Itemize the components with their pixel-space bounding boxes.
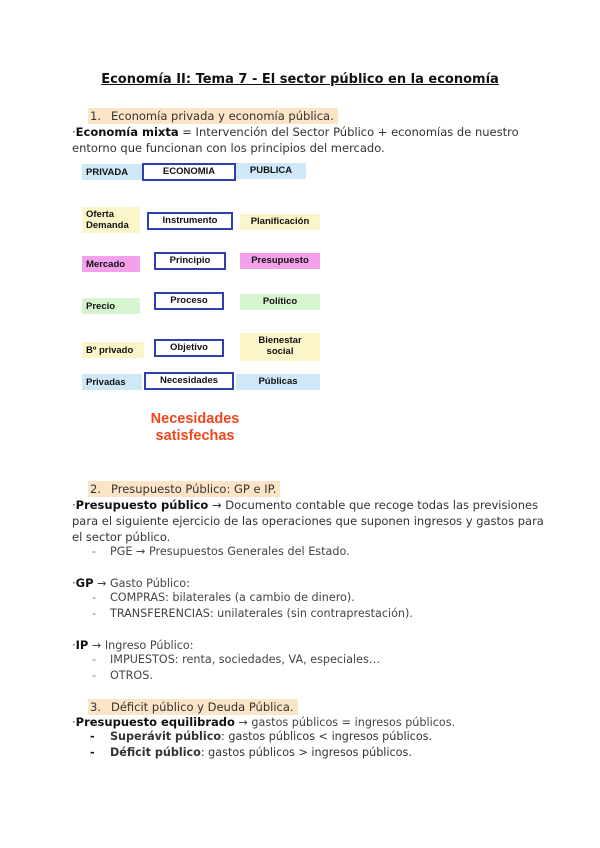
ip-item-2-text: OTROS. (110, 669, 153, 682)
ip-item-2 (92, 669, 153, 682)
ip-term: IP (75, 638, 89, 652)
section-3-title: Déficit público y Deuda Pública. (110, 700, 294, 714)
gp-term: GP (75, 576, 94, 590)
bullet: · (72, 498, 76, 512)
diagram-row-1-public: Planificación (240, 214, 320, 230)
public-budget-def-3: el sector público. (72, 530, 171, 544)
diagram-row-2-private: Mercado (82, 256, 140, 272)
section-3-number: 3. (90, 700, 101, 714)
section-2-number: 2. (90, 482, 101, 496)
public-budget-def-1: → Documento contable que recoge todas las previsiones (208, 498, 539, 512)
mixed-economy-definition (72, 124, 519, 140)
dash: - (90, 730, 95, 743)
diagram-row-3-concept: Proceso (154, 292, 224, 310)
gp-item-1 (92, 591, 355, 604)
section-3-heading (88, 699, 298, 715)
dash: - (92, 607, 97, 620)
section-1-title: Economía privada y economía pública. (110, 109, 334, 123)
surplus-def: : gastos públicos < ingresos públicos. (221, 730, 433, 743)
dash: - (92, 545, 97, 558)
diagram-row-3-public: Político (240, 294, 320, 310)
gp-definition (72, 575, 190, 592)
deficit-item (90, 746, 412, 759)
diagram-row-1-concept: Instrumento (147, 212, 233, 230)
deficit-term: Déficit público (110, 746, 201, 759)
section-2-title: Presupuesto Público: GP e IP. (110, 482, 277, 496)
dash: - (92, 653, 97, 666)
diagram-row-3-private: Precio (82, 298, 140, 314)
bullet: · (72, 576, 76, 590)
gp-item-2 (92, 607, 413, 620)
dash: - (90, 746, 95, 759)
bullet: · (72, 638, 76, 652)
ip-item-1 (92, 653, 380, 666)
diagram-row-5-public: Públicas (236, 374, 320, 390)
balanced-budget-term: Presupuesto equilibrado (75, 715, 235, 729)
public-budget-term: Presupuesto público (75, 498, 209, 512)
diagram-header-economy: ECONOMIA (142, 163, 236, 181)
dash: - (92, 591, 97, 604)
gp-item-1-text: COMPRAS: bilaterales (a cambio de dinero). (110, 591, 355, 604)
bullet: · (72, 125, 76, 139)
ip-definition (72, 637, 194, 654)
pge-text: PGE → Presupuestos Generales del Estado. (110, 545, 350, 558)
section-1-number: 1. (90, 109, 101, 123)
diagram-row-4-public: Bienestar social (240, 333, 320, 361)
mixed-economy-term: Economía mixta (75, 125, 179, 139)
balanced-budget-def: → gastos públicos = ingresos públicos. (234, 716, 456, 729)
diagram-row-1-private: Oferta Demanda (82, 207, 140, 233)
public-budget-def-2: para el siguiente ejercicio de las operaciones que suponen ingresos y gastos para (72, 514, 544, 528)
surplus-term: Superávit público (110, 730, 222, 743)
surplus-item (90, 730, 432, 743)
dash: - (92, 669, 97, 682)
diagram-header-private: PRIVADA (82, 164, 142, 180)
document-title: Economía II: Tema 7 - El sector público en la economía (101, 72, 499, 87)
diagram-row-4-private: Bº privado (82, 342, 144, 358)
pge-item (92, 545, 350, 558)
section-2-heading (88, 481, 280, 497)
mixed-economy-def-2: entorno que funcionan con los principios del mercado. (72, 141, 385, 155)
diagram-header-public: PUBLICA (236, 163, 306, 179)
diagram-note: Necesidades satisfechas (150, 411, 240, 444)
bullet: · (72, 715, 76, 729)
diagram-row-5-concept: Necesidades (144, 372, 234, 390)
balanced-budget-definition (72, 714, 455, 731)
public-budget-definition (72, 497, 538, 513)
gp-item-2-text: TRANSFERENCIAS: unilaterales (sin contraprestación). (110, 607, 413, 620)
diagram-row-2-concept: Principio (154, 252, 226, 270)
ip-def: → Ingreso Público: (88, 639, 194, 652)
diagram-row-5-private: Privadas (82, 374, 142, 390)
diagram-row-2-public: Presupuesto (240, 253, 320, 269)
gp-def: → Gasto Público: (93, 577, 190, 590)
diagram-row-4-concept: Objetivo (154, 339, 224, 357)
deficit-def: : gastos públicos > ingresos públicos. (200, 746, 412, 759)
ip-item-1-text: IMPUESTOS: renta, sociedades, VA, especiales… (110, 653, 381, 666)
section-1-heading (88, 108, 338, 124)
mixed-economy-def-1: = Intervención del Sector Público + economías de nuestro (178, 125, 519, 139)
